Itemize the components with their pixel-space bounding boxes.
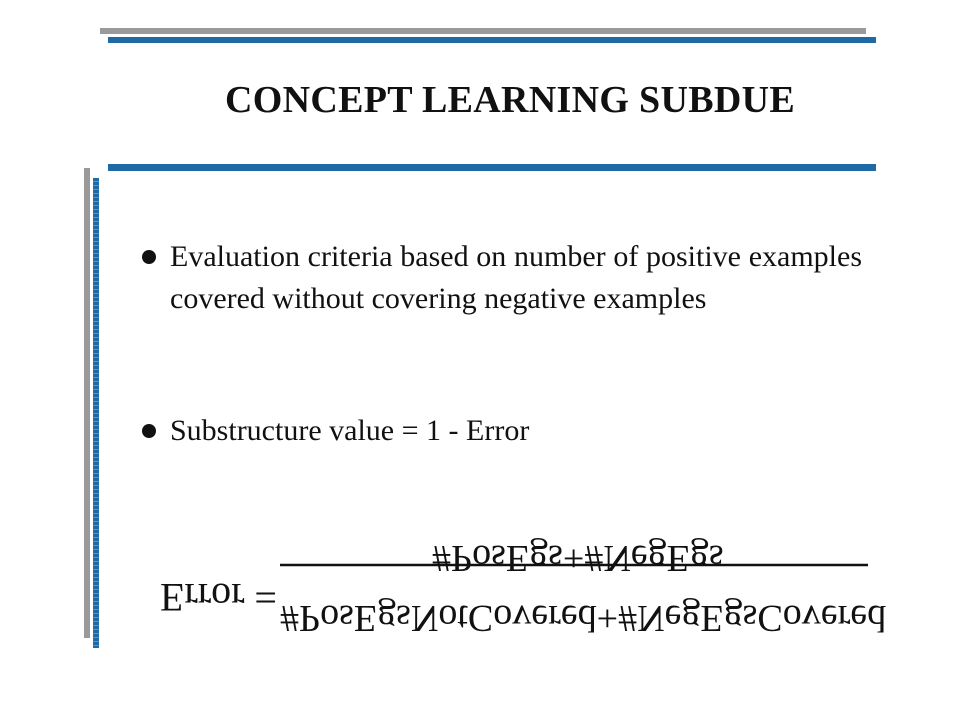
left-grey-bar xyxy=(84,168,90,638)
bullet-item-substructure xyxy=(142,410,862,452)
formula-denominator: #PosEgsNotCovered+#NegEgsCovered xyxy=(280,597,887,639)
top-blue-bar xyxy=(108,37,876,43)
bullet-text: Substructure value = 1 - Error xyxy=(170,414,530,447)
error-formula xyxy=(150,510,887,639)
slide-title: CONCEPT LEARNING SUBDUE xyxy=(225,79,795,121)
bullet-dot-icon xyxy=(142,250,156,264)
top-grey-bar xyxy=(100,28,866,34)
left-blue-bar xyxy=(93,178,99,648)
formula-numerator: #PosEgs+#NegEgs xyxy=(432,537,724,579)
formula-lhs: Error = xyxy=(160,575,277,620)
title-underline-bar xyxy=(108,164,876,171)
bullet-text: Evaluation criteria based on number of positive examples covered without covering negative examples xyxy=(170,240,862,315)
bullet-dot-icon xyxy=(142,424,156,438)
bullet-item-evaluation xyxy=(142,236,862,320)
